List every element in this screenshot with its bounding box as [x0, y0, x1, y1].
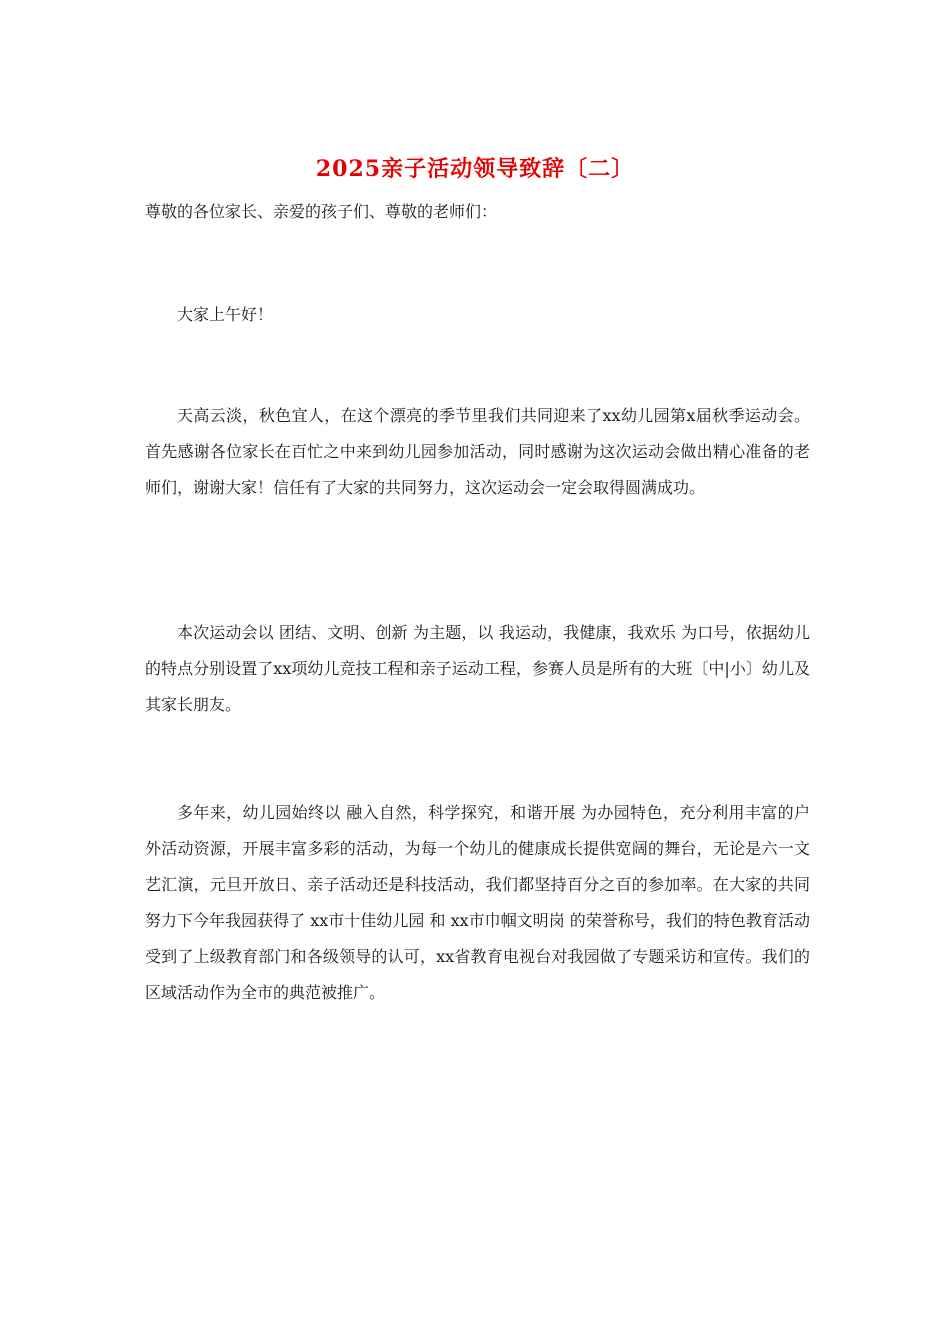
paragraph-history: 多年来，幼儿园始终以 融入自然，科学探究，和谐开展 为办园特色，充分利用丰富的户外活动资源，开展丰富多彩的活动，为每一个幼儿的健康成长提供宽阔的舞台，无论是六一文艺汇演，元旦开放日、亲子活动还是科技活动，我们都坚持百分之百的参加率。在大家的共同努力下今年我园获得了 xx市十佳幼儿园 和 xx市巾帼文明岗 的荣誉称号，我们的特色教育活动受到了上级教育部门和各级领导的认可，xx省教育电视台对我园做了专题采访和宣传。我们的区域活动作为全市的典范被推广。 — [145, 803, 810, 1002]
paragraph-intro: 天高云淡，秋色宜人，在这个漂亮的季节里我们共同迎来了xx幼儿园第x届秋季运动会。首先感谢各位家长在百忙之中来到幼儿园参加活动，同时感谢为这次运动会做出精心准备的老师们，谢谢大家！信任有了大家的共同努力，这次运动会一定会取得圆满成功。 — [145, 406, 810, 497]
paragraph-theme: 本次运动会以 团结、文明、创新 为主题，以 我运动，我健康，我欢乐 为口号，依据幼儿的特点分别设置了xx项幼儿竞技工程和亲子运动工程，参赛人员是所有的大班〔中|小〕幼儿及其家长朋友。 — [145, 623, 810, 714]
paragraph-greeting: 大家上午好！ — [177, 305, 274, 324]
salutation: 尊敬的各位家长、亲爱的孩子们、尊敬的老师们： — [145, 202, 498, 221]
document-title: 2025亲子活动领导致辞〔二〕 — [315, 156, 635, 182]
